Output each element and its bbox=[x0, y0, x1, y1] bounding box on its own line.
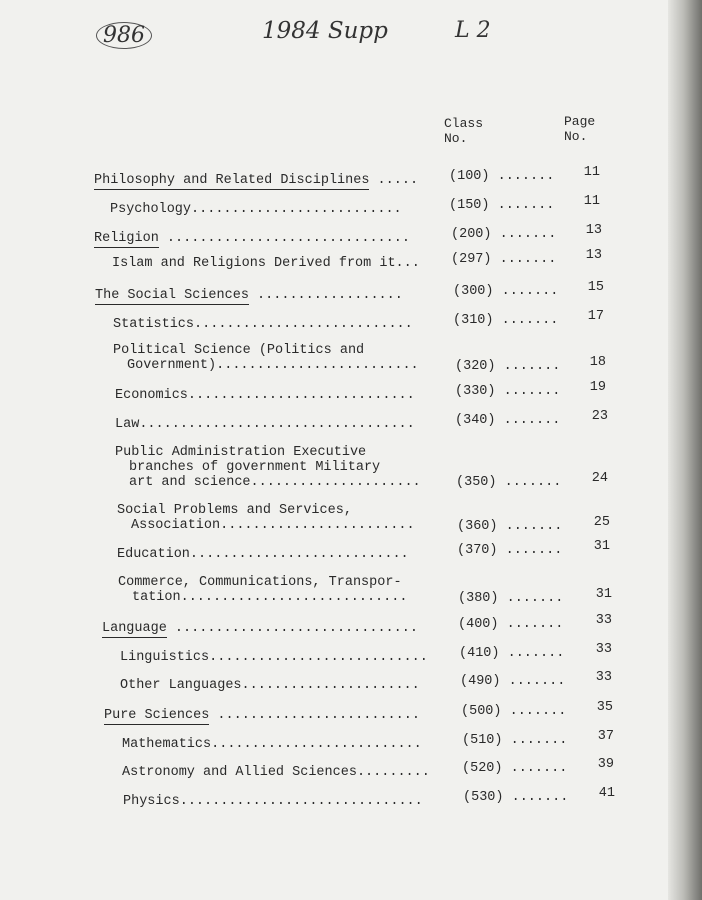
toc-entry-page: 15 bbox=[587, 280, 604, 295]
toc-entry-title-line bbox=[115, 445, 421, 460]
toc-entry-title-text: Social Problems and Services, bbox=[117, 503, 352, 518]
dot-leader: ... bbox=[395, 256, 420, 271]
toc-entry-title-line bbox=[118, 575, 407, 590]
dot-leader: .............................. bbox=[166, 621, 418, 636]
dot-leader: .............................. bbox=[158, 231, 410, 246]
toc-entry-title bbox=[115, 417, 415, 432]
toc-entry-page: 13 bbox=[585, 223, 602, 238]
dot-leader: .................................. bbox=[139, 417, 415, 432]
toc-entry-title bbox=[113, 317, 413, 332]
toc-entry-class-no: (530) ....... bbox=[463, 790, 569, 805]
toc-entry-title-text: Public Administration Executive bbox=[115, 445, 367, 460]
toc-entry-title bbox=[115, 388, 415, 403]
toc-entry-title-text: Political Science (Politics and bbox=[113, 343, 365, 358]
toc-entry-class-no: (340) ....... bbox=[455, 413, 561, 428]
toc-entry-title-line bbox=[122, 765, 430, 780]
dot-leader: ........................... bbox=[194, 317, 413, 332]
book-spine-shadow bbox=[668, 0, 702, 900]
toc-entry-title-line bbox=[94, 173, 418, 188]
toc-entry-title-line bbox=[117, 503, 415, 518]
toc-entry-title-text: Religion bbox=[94, 231, 159, 246]
toc-entry-title bbox=[110, 202, 402, 217]
dot-leader: ..... bbox=[369, 173, 419, 188]
dot-leader: ............................ bbox=[187, 388, 415, 403]
toc-entry-title-text: Astronomy and Allied Sciences bbox=[122, 765, 357, 780]
toc-entry-title-text: The Social Sciences bbox=[95, 288, 249, 303]
toc-entry-title-text: branches of government Military bbox=[129, 460, 381, 475]
toc-entry-title bbox=[120, 678, 420, 693]
toc-entry-class-no: (510) ....... bbox=[462, 733, 568, 748]
toc-entry-title-text: Other Languages bbox=[120, 678, 242, 693]
toc-entry-class-no: (330) ....... bbox=[455, 384, 561, 399]
toc-entry-title-line bbox=[118, 590, 407, 605]
toc-entry-page: 39 bbox=[597, 757, 614, 772]
toc-entry-class-no: (310) ....... bbox=[453, 313, 559, 328]
dot-leader: ............................ bbox=[180, 590, 408, 605]
toc-entry-title bbox=[104, 708, 420, 723]
toc-entry-title bbox=[102, 621, 418, 636]
toc-entry-title bbox=[123, 794, 423, 809]
toc-entry-class-no: (200) ....... bbox=[451, 227, 557, 242]
handwritten-note-3: L 2 bbox=[455, 18, 491, 43]
toc-entry-title-line bbox=[113, 358, 419, 373]
toc-entry-title-text: Government) bbox=[127, 358, 217, 373]
toc-entry-title-line bbox=[102, 621, 418, 636]
toc-entry-page: 23 bbox=[591, 409, 608, 424]
toc-entry-page: 18 bbox=[589, 355, 606, 370]
toc-entry-title-line bbox=[115, 417, 415, 432]
toc-entry-page: 41 bbox=[598, 786, 615, 801]
toc-entry-page: 33 bbox=[595, 642, 612, 657]
page-no-header: Page No. bbox=[564, 114, 596, 144]
toc-entry-title-text: Commerce, Communications, Transpor- bbox=[118, 575, 402, 590]
toc-entry-title bbox=[117, 547, 409, 562]
toc-entry-page: 13 bbox=[585, 248, 602, 263]
toc-entry-page: 11 bbox=[583, 194, 600, 209]
toc-entry-title-text: Statistics bbox=[113, 317, 195, 332]
dot-leader: ........................... bbox=[189, 547, 409, 562]
toc-entry-class-no: (150) ....... bbox=[449, 198, 555, 213]
toc-entry-class-no: (380) ....... bbox=[458, 591, 564, 606]
toc-entry-page: 33 bbox=[595, 613, 612, 628]
toc-entry-title-text: Pure Sciences bbox=[104, 708, 210, 723]
toc-entry-class-no: (410) ....... bbox=[459, 646, 565, 661]
toc-entry-title-line bbox=[120, 678, 420, 693]
toc-entry-page: 25 bbox=[593, 515, 610, 530]
toc-entry-page: 33 bbox=[595, 670, 612, 685]
toc-entry-title-text: Islam and Religions Derived from it bbox=[112, 256, 396, 271]
toc-entry-title bbox=[113, 343, 419, 373]
toc-entry-title-line bbox=[104, 708, 420, 723]
toc-entry-title-text: tation bbox=[132, 590, 181, 605]
dot-leader: ..................... bbox=[250, 475, 421, 490]
toc-entry-title-text: Economics bbox=[115, 388, 188, 403]
toc-entry-title-text: Law bbox=[115, 417, 140, 432]
toc-entry-title bbox=[94, 231, 410, 246]
toc-entry-title bbox=[112, 256, 420, 271]
toc-entry-title-line bbox=[117, 518, 415, 533]
toc-entry-class-no: (370) ....... bbox=[457, 543, 563, 558]
toc-entry-class-no: (300) ....... bbox=[453, 284, 559, 299]
toc-entry-title-line bbox=[117, 547, 409, 562]
toc-entry-page: 19 bbox=[589, 380, 606, 395]
dot-leader: ........................ bbox=[220, 518, 415, 533]
toc-entry-title-text: Association bbox=[131, 518, 221, 533]
toc-entry-class-no: (500) ....... bbox=[461, 704, 567, 719]
toc-entry-title-line bbox=[123, 794, 423, 809]
toc-entry-title bbox=[95, 288, 403, 303]
toc-entry-title-text: Language bbox=[102, 621, 167, 636]
dot-leader: .............................. bbox=[179, 794, 423, 809]
dot-leader: ...................... bbox=[241, 678, 420, 693]
toc-entry-page: 24 bbox=[591, 471, 608, 486]
dot-leader: ......... bbox=[356, 765, 430, 780]
toc-entry-title bbox=[117, 503, 415, 533]
toc-entry-page: 17 bbox=[587, 309, 604, 324]
toc-entry-page: 35 bbox=[596, 700, 613, 715]
toc-entry-class-no: (520) ....... bbox=[462, 761, 568, 776]
toc-entry-page: 31 bbox=[595, 587, 612, 602]
dot-leader: .......................... bbox=[191, 202, 402, 217]
toc-entry-title bbox=[120, 650, 428, 665]
toc-entry-title-text: Philosophy and Related Disciplines bbox=[94, 173, 370, 188]
dot-leader: .......................... bbox=[211, 737, 422, 752]
toc-entry-class-no: (320) ....... bbox=[455, 359, 561, 374]
dot-leader: ......................... bbox=[209, 708, 420, 723]
toc-entry-title-line bbox=[94, 231, 410, 246]
toc-entry-title-line bbox=[110, 202, 402, 217]
toc-entry-title-line bbox=[95, 288, 403, 303]
toc-entry-title-line bbox=[120, 650, 428, 665]
toc-entry-class-no: (350) ....... bbox=[456, 475, 562, 490]
toc-entry-page: 31 bbox=[593, 539, 610, 554]
toc-entry-title-text: Psychology bbox=[110, 202, 192, 217]
toc-entry-title-line bbox=[122, 737, 422, 752]
handwritten-note-1: 986 bbox=[96, 22, 152, 49]
toc-entry-title bbox=[122, 737, 422, 752]
toc-entry-page: 37 bbox=[597, 729, 614, 744]
toc-entry-title bbox=[122, 765, 430, 780]
toc-entry-title-text: art and science bbox=[129, 475, 251, 490]
toc-entry-title-line bbox=[113, 343, 419, 358]
handwritten-note-2: 1984 Supp bbox=[262, 18, 388, 44]
dot-leader: ......................... bbox=[216, 358, 419, 373]
toc-entry-class-no: (400) ....... bbox=[458, 617, 564, 632]
toc-entry-class-no: (490) ....... bbox=[460, 674, 566, 689]
toc-entry-class-no: (360) ....... bbox=[457, 519, 563, 534]
toc-entry-title bbox=[94, 173, 418, 188]
toc-entry-page: 11 bbox=[583, 165, 600, 180]
class-no-header: Class No. bbox=[444, 116, 484, 146]
toc-entry-title bbox=[115, 445, 421, 490]
toc-entry-title-line bbox=[112, 256, 420, 271]
toc-entry-title-line bbox=[115, 460, 421, 475]
toc-entry-title-line bbox=[113, 317, 413, 332]
toc-entry-title bbox=[118, 575, 407, 605]
dot-leader: .................. bbox=[248, 288, 403, 303]
toc-entry-title-line bbox=[115, 475, 421, 490]
toc-entry-title-text: Mathematics bbox=[122, 737, 212, 752]
toc-entry-class-no: (100) ....... bbox=[449, 169, 555, 184]
toc-entry-title-text: Physics bbox=[123, 794, 180, 809]
toc-entry-class-no: (297) ....... bbox=[451, 252, 557, 267]
dot-leader: ........................... bbox=[209, 650, 428, 665]
toc-entry-title-line bbox=[115, 388, 415, 403]
toc-entry-title-text: Linguistics bbox=[120, 650, 210, 665]
toc-entry-title-text: Education bbox=[117, 547, 190, 562]
